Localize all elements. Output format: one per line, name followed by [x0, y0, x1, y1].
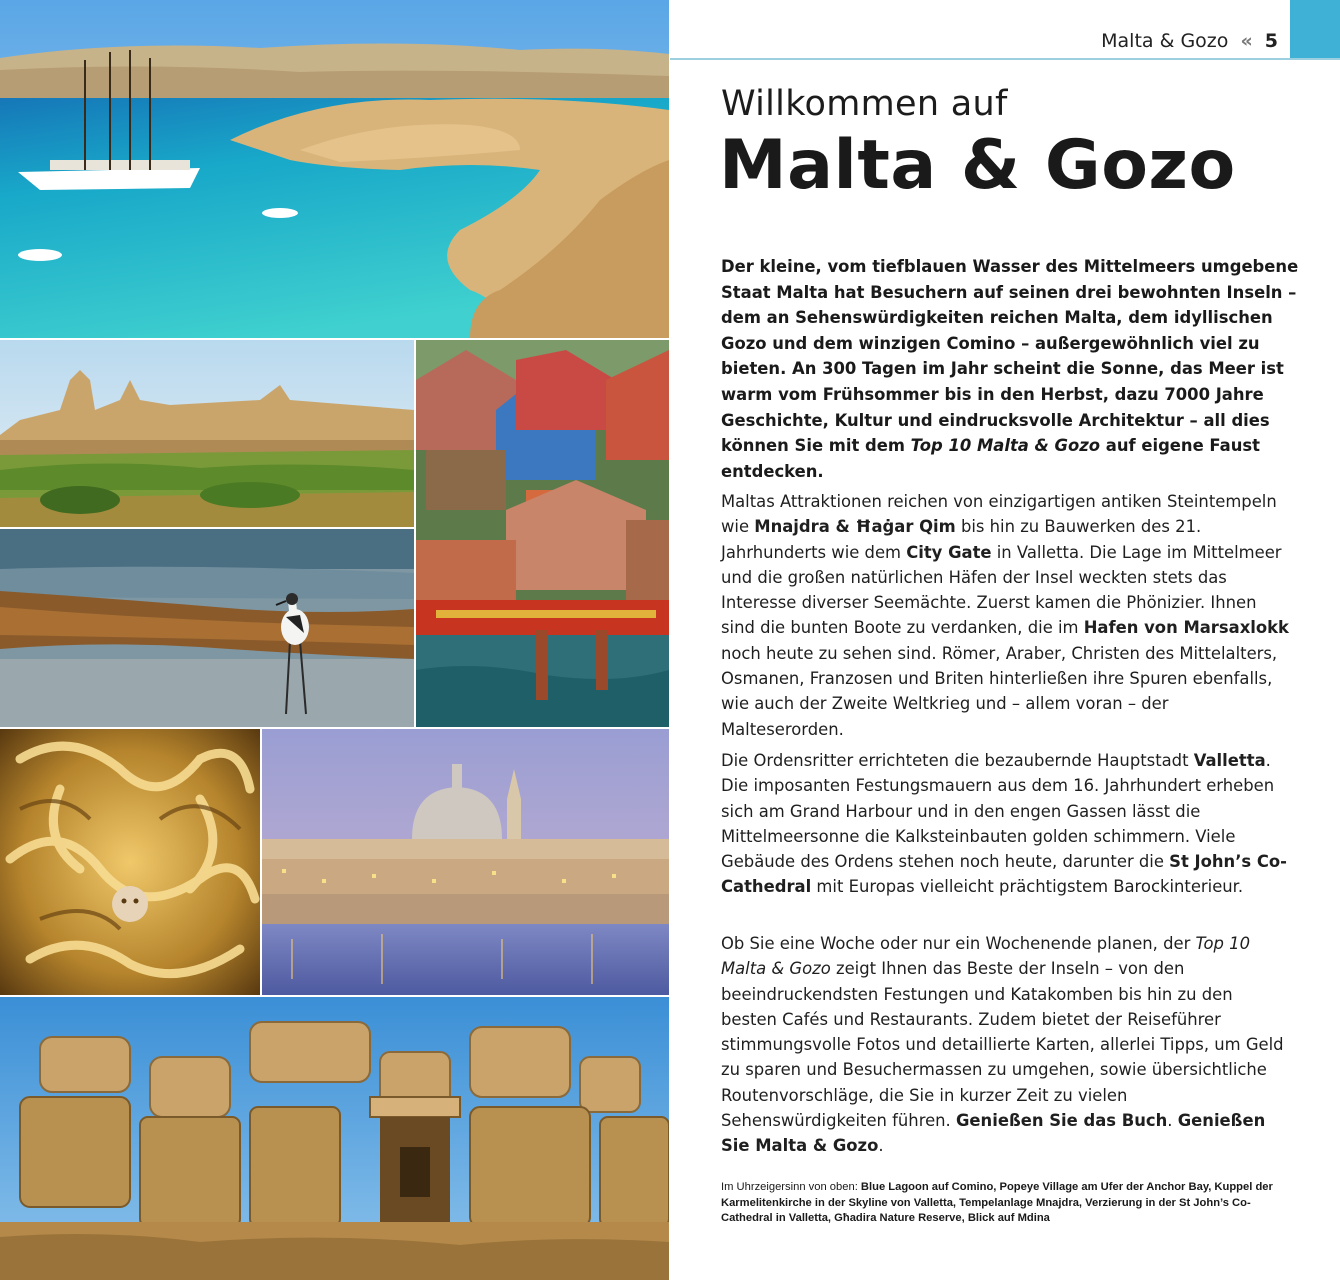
double-chevron-left-icon: «	[1240, 30, 1253, 52]
photo-ghadira-bird	[0, 529, 414, 727]
page-title: Malta & Gozo	[719, 126, 1236, 205]
lead-paragraph: Der kleine, vom tiefblauen Wasser des Mittelmeers umgebene Staat Malta hat Besuchern auf seinen drei bewohnten Inseln – dem an Sehenswürdigkeiten reichen Malta, dem idyllischen Gozo und dem winzigen Comino – außergewöhnlich viel zu bieten. An 300 Tagen im Jahr scheint die Sonne, das Meer ist warm vom Frühsommer bis in den Herbst, dazu 7000 Jahre Geschichte, Kultur und eindrucksvolle Architektur – all dies können Sie mit dem Top 10 Malta & Gozo auf eigene Faust entdecken.	[721, 257, 1299, 481]
photo-popeye-village	[416, 340, 669, 727]
accent-tab	[1290, 0, 1340, 58]
section-name: Malta & Gozo	[1101, 30, 1229, 52]
photo-caption: Im Uhrzeigersinn von oben: Blue Lagoon auf Comino, Popeye Village am Ufer der Anchor Bay, Kuppel der Karmelitenkirche in der Skyline von Valletta, Tempelanlage Mnajdra, Verzierung in der St John’s Co-Cathedral in Valletta, Għadira Nature Reserve, Blick auf Mdina	[721, 1181, 1273, 1224]
body-paragraph-3: Ob Sie eine Woche oder nur ein Wochenende planen, der Top 10 Malta & Gozo zeigt Ihnen das Beste der Inseln – von den beeindruckendsten Festungen und Katakomben bis hin zu den besten Cafés und Restaurants. Zudem bietet der Reiseführer stimmungsvolle Fotos und detaillierte Karten, allerlei Tipps, um Geld zu sparen und Besuchermassen zu umgehen, sowie übersichtliche Routenvorschläge, die Sie in kurzer Zeit zu vielen Sehenswürdigkeiten führen. Genießen Sie das Buch. Genießen Sie Malta & Gozo.	[721, 934, 1284, 1156]
body-paragraph-2: Die Ordensritter errichteten die bezaubernde Hauptstadt Valletta. Die imposanten Festungsmauern aus dem 16. Jahrhundert erheben sich am Grand Harbour und in den engen Gassen lässt die Mittelmeersonne die Kalksteinbauten golden schimmern. Viele Gebäude des Ordens stehen noch heute, darunter die St John’s Co-Cathedral mit Europas vielleicht prächtigstem Barockinterieur.	[721, 751, 1287, 897]
header-rule	[670, 58, 1340, 60]
page-number: 5	[1264, 30, 1278, 52]
photo-blue-lagoon	[0, 0, 669, 338]
running-head	[1101, 30, 1278, 52]
page-kicker: Willkommen auf	[721, 84, 1008, 124]
photo-cathedral-ornament	[0, 729, 260, 995]
photo-valletta-skyline	[262, 729, 669, 995]
photo-mdina	[0, 340, 414, 527]
body-paragraph-1: Maltas Attraktionen reichen von einzigartigen antiken Steintempeln wie Mnajdra & Ħaġar Qim bis hin zu Bauwerken des 21. Jahrhunderts wie dem City Gate in Valletta. Die Lage im Mittelmeer und die großen natürlichen Häfen der Insel weckten stets das Interesse diverser Seemächte. Zuerst kamen die Phönizier. Ihnen sind die bunten Boote zu verdanken, die im Hafen von Marsaxlokk noch heute zu sehen sind. Römer, Araber, Christen des Mittelalters, Osmanen, Franzosen und Briten hinterließen ihre Spuren ebenfalls, wie auch der Zweite Weltkrieg und – allem voran – der Malteserorden.	[721, 492, 1289, 739]
photo-mnajdra-temple	[0, 997, 669, 1280]
